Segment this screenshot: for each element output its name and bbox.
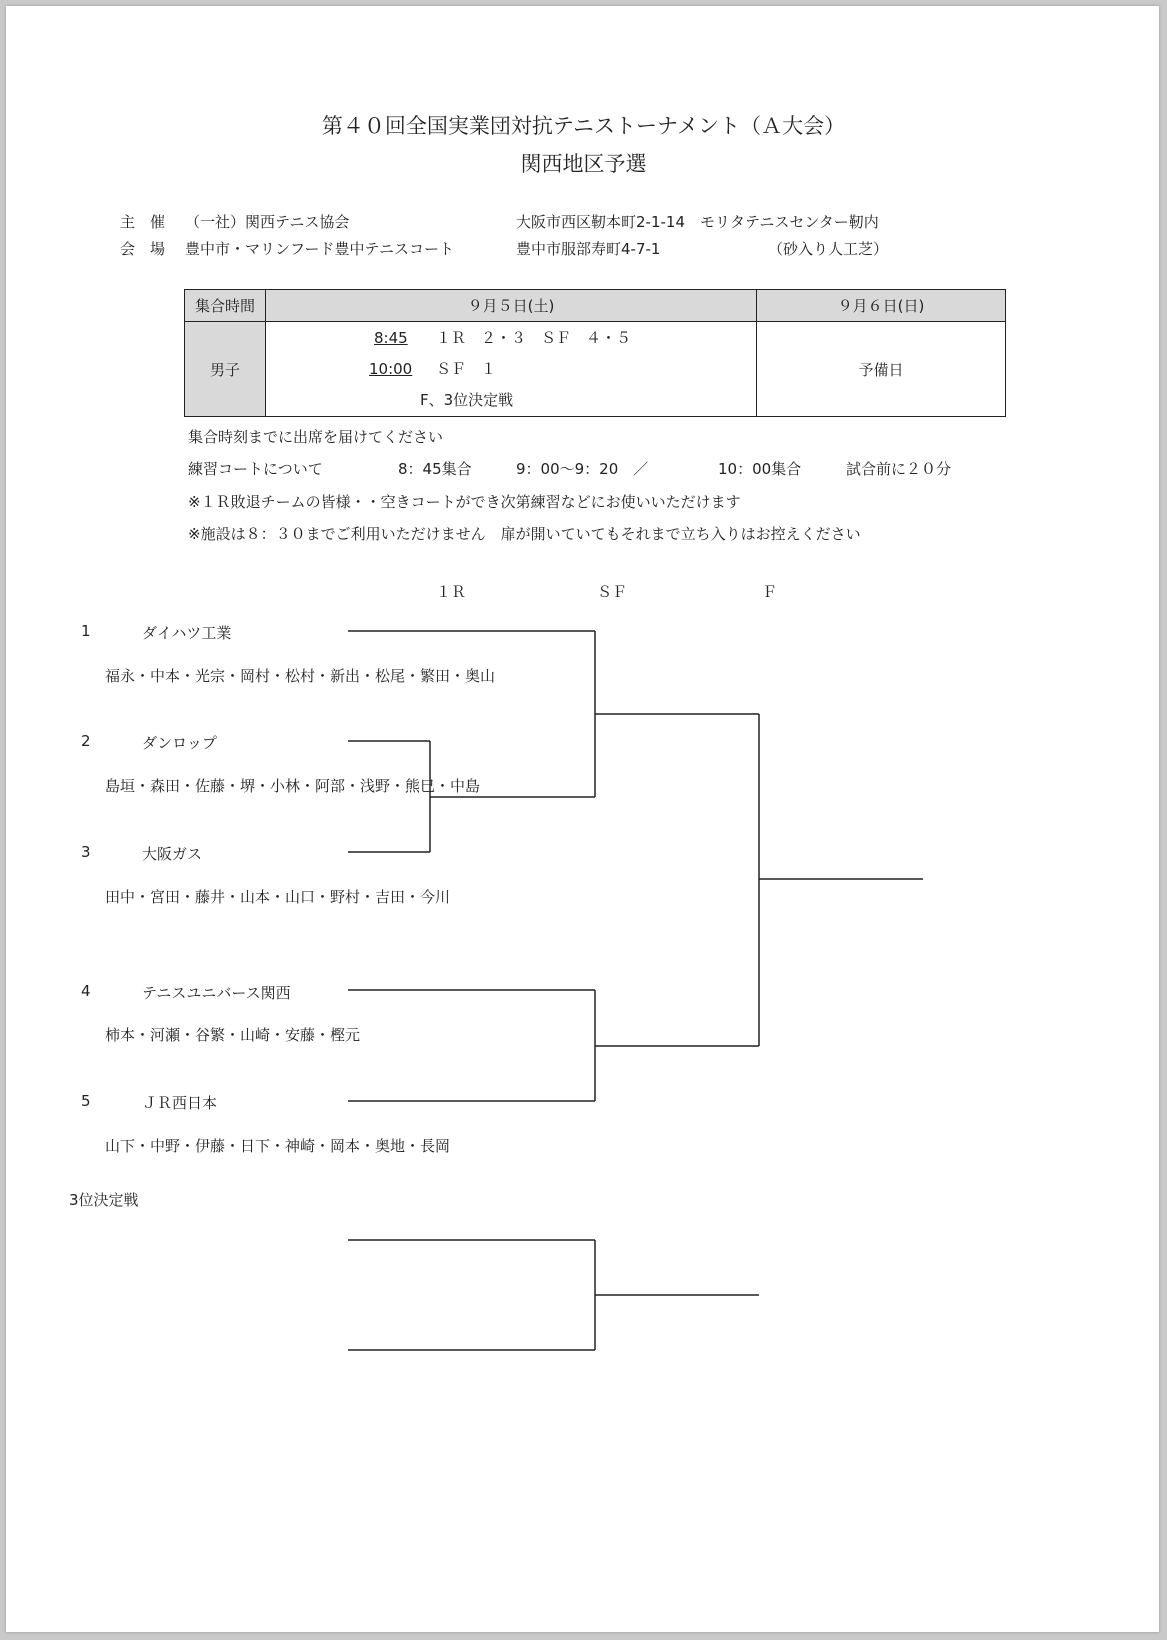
round-label-1r: １Ｒ bbox=[436, 583, 467, 601]
team-number: 1 bbox=[81, 622, 91, 640]
note-losers-practice: ※１Ｒ敗退チームの皆様・・空きコートができ次第練習などにお使いいただけます bbox=[188, 493, 741, 511]
schedule-day2-cell: 予備日 bbox=[757, 322, 1006, 417]
schedule-corner-header: 集合時間 bbox=[185, 290, 266, 322]
round-label-f: Ｆ bbox=[762, 583, 778, 601]
team-name: ダイハツ工業 bbox=[142, 624, 232, 642]
document-subtitle: 関西地区予選 bbox=[520, 152, 647, 176]
team-players: 山下・中野・伊藤・日下・神崎・岡本・奥地・長岡 bbox=[105, 1137, 451, 1155]
note-practice-label: 練習コートについて bbox=[188, 460, 323, 478]
venue-label: 会 場 bbox=[120, 240, 166, 258]
third-place-label: 3位決定戦 bbox=[69, 1191, 139, 1209]
schedule-text-2: ＳＦ １ bbox=[436, 359, 497, 378]
team-number: 3 bbox=[81, 843, 91, 861]
organizer-address: 大阪市西区靭本町2-1-14 モリタテニスセンター靭内 bbox=[516, 213, 879, 231]
note-facility-hours: ※施設は８：３０までご利用いただけません 扉が開いていてもそれまで立ち入りはお控えください bbox=[188, 525, 861, 543]
team-name: ＪＲ西日本 bbox=[142, 1094, 218, 1112]
note-practice-time-b: 9：00～9：20 ／ bbox=[516, 460, 649, 478]
organizer-name: （一社）関西テニス協会 bbox=[185, 213, 350, 231]
team-number: 2 bbox=[81, 732, 91, 750]
team-name: 大阪ガス bbox=[142, 845, 203, 863]
venue-surface: （砂入り人工芝） bbox=[768, 240, 889, 258]
schedule-day1-header: ９月５日(土) bbox=[266, 290, 757, 322]
schedule-text-1: １Ｒ ２・３ ＳＦ ４・５ bbox=[436, 328, 632, 347]
venue-name: 豊中市・マリンフード豊中テニスコート bbox=[185, 240, 454, 258]
team-players: 福永・中本・光宗・岡村・松村・新出・松尾・繁田・奥山 bbox=[105, 667, 496, 685]
team-name: ダンロップ bbox=[142, 734, 217, 752]
team-number: 4 bbox=[81, 982, 91, 1000]
team-players: 田中・宮田・藤井・山本・山口・野村・吉田・今川 bbox=[105, 888, 451, 906]
note-practice-time-c: 10：00集合 bbox=[718, 460, 802, 478]
schedule-day2-header: ９月６日(日) bbox=[757, 290, 1006, 322]
schedule-text-3: F、3位決定戦 bbox=[420, 390, 514, 409]
schedule-time-2: 10:00 bbox=[369, 359, 413, 378]
organizer-label: 主 催 bbox=[120, 213, 166, 231]
team-name: テニスユニバース関西 bbox=[142, 984, 291, 1002]
venue-address: 豊中市服部寿町4-7-1 bbox=[516, 240, 661, 258]
round-label-sf: ＳＦ bbox=[597, 583, 628, 601]
team-players: 島垣・森田・佐藤・堺・小林・阿部・浅野・熊巳・中島 bbox=[105, 777, 481, 795]
note-practice-time-a: 8：45集合 bbox=[398, 460, 472, 478]
document-title: 第４０回全国実業団対抗テニストーナメント（Ａ大会） bbox=[321, 114, 846, 138]
note-attendance: 集合時刻までに出席を届けてください bbox=[188, 428, 444, 446]
team-players: 柿本・河瀬・谷繁・山崎・安藤・樫元 bbox=[105, 1026, 361, 1044]
schedule-time-1: 8:45 bbox=[374, 328, 408, 347]
team-number: 5 bbox=[81, 1092, 91, 1110]
schedule-row-label: 男子 bbox=[185, 322, 266, 417]
note-practice-time-d: 試合前に２０分 bbox=[846, 460, 952, 478]
